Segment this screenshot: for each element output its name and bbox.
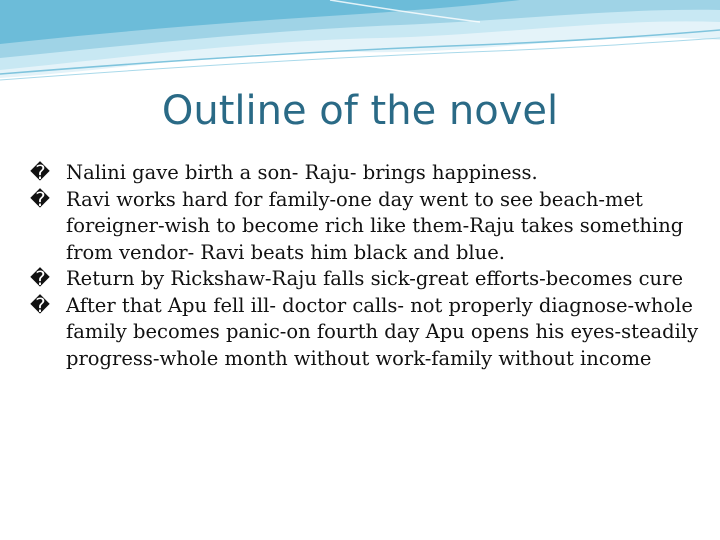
list-item — [30, 160, 700, 187]
decorative-wave-header — [0, 0, 720, 90]
bullet-text: Ravi works hard for family-one day went to see beach-met foreigner-wish to become rich like them-Raju takes something from vendor- Ravi beats him black and blue. — [66, 187, 684, 264]
bullet-icon: � — [30, 187, 50, 211]
list-item — [30, 266, 700, 293]
bullet-text: After that Apu fell ill- doctor calls- not properly diagnose-whole family becomes panic-on fourth day Apu opens his eyes-steadily progress-whole month without work-family without income — [66, 293, 699, 370]
bullet-list — [30, 160, 700, 372]
list-item — [30, 293, 700, 373]
bullet-icon: � — [30, 161, 50, 184]
list-item — [30, 187, 700, 267]
bullet-text: Nalini gave birth a son- Raju- brings happiness. — [66, 161, 538, 184]
slide-title: Outline of the novel — [161, 88, 559, 134]
bullet-icon: � — [30, 267, 50, 290]
bullet-icon: � — [30, 293, 50, 317]
bullet-text: Return by Rickshaw-Raju falls sick-great efforts-becomes cure — [66, 267, 683, 290]
